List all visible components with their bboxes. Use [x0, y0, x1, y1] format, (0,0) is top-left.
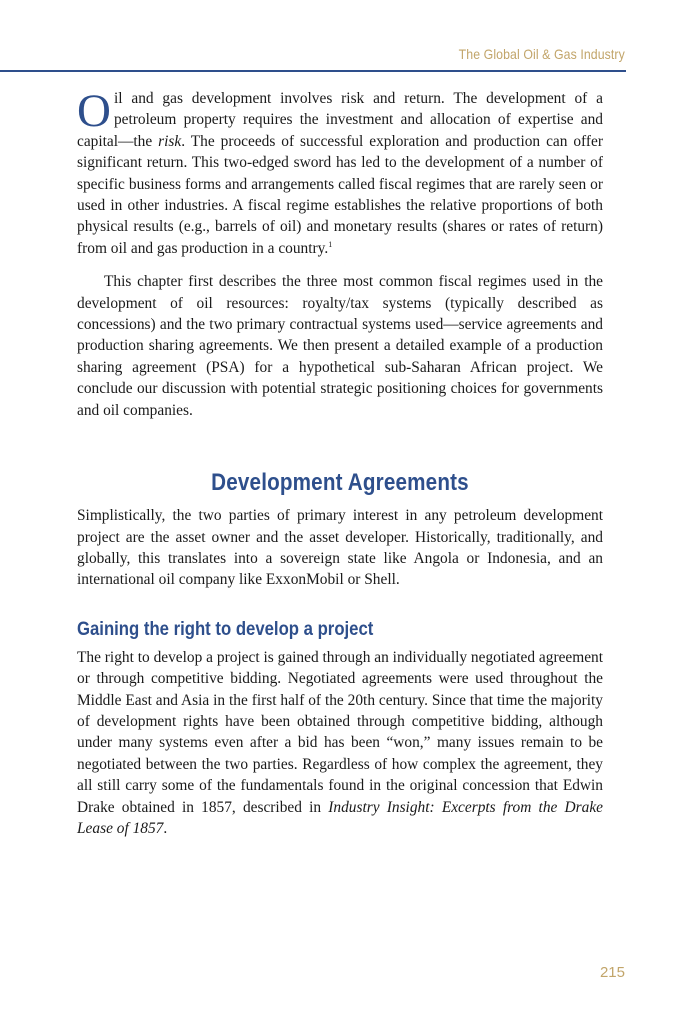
section-paragraph-1: Simplistically, the two parties of primary interest in any petroleum development project are the asset owner and the asset developer. Historically, traditionally, and globally, this translates into a sovereign state like Angola or Indonesia, and an international oil company like ExxonMobil or Shell. [77, 507, 603, 589]
drop-cap: O [77, 85, 111, 137]
subsection-heading: Gaining the right to develop a project [77, 618, 374, 640]
risk-emphasis: risk [158, 132, 182, 150]
industry-insight-reference: Industry Insight: Excerpts from the Drake Lease of 1857 [77, 798, 603, 837]
running-header: The Global Oil & Gas Industry [458, 46, 625, 62]
intro-paragraph-1-text-a: il and gas development involves risk and return. The development of a petroleum property requires the investment and allocation of expertise and capital—the [77, 90, 603, 150]
subsection-paragraph-1-end: . [163, 819, 168, 837]
page-number: 215 [599, 964, 625, 981]
intro-paragraph-1 [77, 85, 603, 259]
header-rule [0, 70, 626, 72]
intro-paragraph-2: This chapter first describes the three most common fiscal regimes used in the development of oil resources: royalty/tax systems (typically described as concessions) and the two primary contractual systems used—service agreements and production sharing agreements. We then present a detailed example of a production sharing agreement (PSA) for a hypothetical sub-Saharan African project. We conclude our discussion with potential strategic positioning choices for governments and oil companies. [77, 273, 603, 419]
footnote-marker[interactable]: 1 [328, 239, 333, 249]
subsection-paragraph-1-text: The right to develop a project is gained through an individually negotiated agreement or through competitive bidding. Negotiated agreements were used throughout the Middle East and Asia in the first half of the 20th century. Since that time the majority of development rights have been obtained through competitive bidding, although under many systems even after a bid has been “won,” many issues remain to be negotiated between the two parties. Regardless of how complex the agreement, they all still carry some of the fundamentals found in the original concession that Edwin Drake obtained in 1857, described in [77, 648, 603, 816]
intro-paragraph-1-text-b: . The proceeds of successful exploration and production can offer significant return. This two-edged sword has led to the development of a number of specific business forms and arrangements called fiscal regimes that are rarely seen or used in other industries. A fiscal regime establishes the relative proportions of both physical results (e.g., barrels of oil) and monetary results (shares or rates of return) from oil and gas production in a country. [77, 132, 603, 257]
page-body [77, 85, 603, 839]
section-heading: Development Agreements [211, 469, 469, 497]
subsection-paragraph-1 [77, 647, 603, 840]
